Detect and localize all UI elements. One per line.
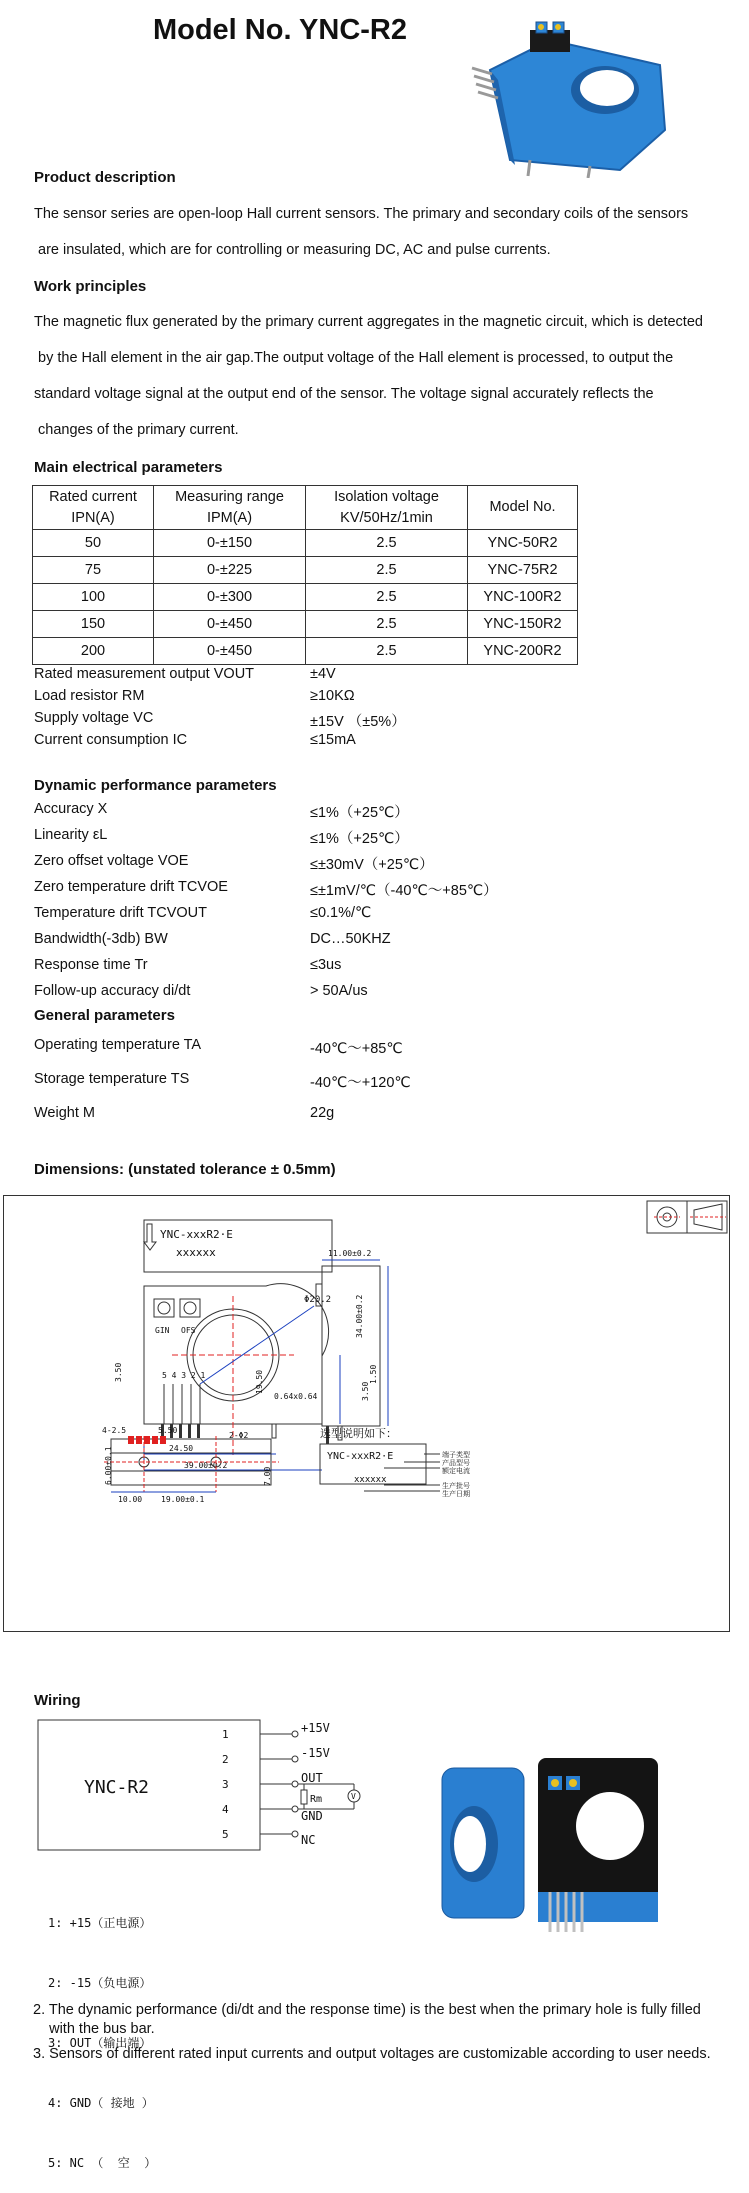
dimensions-heading: Dimensions: (unstated tolerance ± 0.5mm) (34, 1161, 336, 1178)
product-description-line: are insulated, which are for controlling or measuring DC, AC and pulse currents. (34, 242, 551, 258)
note-item: 2. The dynamic performance (di/dt and the response time) is the best when the primary hole is fully filled (33, 2002, 701, 2018)
param-row: Linearity εL ≤1%（+25℃） (34, 827, 409, 847)
svg-text:OUT: OUT (301, 1771, 323, 1785)
param-row: Supply voltage VC ±15V （±5%） (34, 710, 406, 730)
selection-legend (320, 1426, 470, 1498)
svg-text:19.50: 19.50 (255, 1369, 264, 1394)
table-row: 200 0-±450 2.5 YNC-200R2 (33, 638, 578, 665)
column-header: Isolation voltage KV/50Hz/1min (306, 486, 468, 530)
wiring-diagram (36, 1718, 366, 1858)
svg-text:24.50: 24.50 (169, 1444, 194, 1453)
work-principles-line: by the Hall element in the air gap.The output voltage of the Hall element is processed, to output the (34, 350, 674, 366)
pin-legend: 1: +15（正电源） 2: -15（负电源） 3: OUT（输出端） 4: GND（ 接地 ） 5: NC （ 空 ） (48, 1916, 157, 2170)
note-item: 3. Sensors of different rated input currents and output voltages are customizable according to user needs. (33, 2046, 711, 2062)
dynamic-heading: Dynamic performance parameters (34, 777, 277, 794)
svg-text:5.50: 5.50 (158, 1426, 178, 1435)
side-view (274, 1249, 388, 1444)
product-description-line: The sensor series are open-loop Hall current sensors. The primary and secondary coils of the sensors (34, 206, 689, 222)
svg-text:6.00±0.1: 6.00±0.1 (104, 1446, 113, 1485)
sensor-photo (438, 1752, 728, 1932)
svg-text:+15V: +15V (301, 1721, 330, 1735)
svg-text:7.00: 7.00 (263, 1466, 272, 1486)
param-row: Response time Tr ≤3us (34, 957, 342, 973)
label-sticker-code: YNC-xxxR2·E (160, 1228, 233, 1241)
work-principles-line: changes of the primary current. (34, 422, 239, 438)
svg-text:选型说明如下：: 选型说明如下： (320, 1427, 397, 1440)
wiring-heading: Wiring (34, 1692, 81, 1709)
rm-resistor (301, 1790, 307, 1804)
wiring-model: YNC-R2 (84, 1777, 150, 1798)
param-row: Operating temperature TA -40℃～+85℃ (34, 1037, 403, 1057)
param-row: Storage temperature TS -40℃～+120℃ (34, 1071, 411, 1091)
svg-text:V: V (351, 1792, 356, 1801)
param-row: Accuracy X ≤1%（+25℃） (34, 801, 409, 821)
svg-text:3: 3 (222, 1778, 229, 1791)
svg-text:YNC-xxxR2·E: YNC-xxxR2·E (327, 1451, 394, 1462)
column-header: Measuring range IPM(A) (154, 486, 306, 530)
table-row: 150 0-±450 2.5 YNC-150R2 (33, 611, 578, 638)
svg-text:产品型号: 产品型号 (442, 1459, 470, 1467)
param-row: Temperature drift TCVOUT ≤0.1%/℃ (34, 905, 372, 921)
param-row: Rated measurement output VOUT ±4V (34, 666, 336, 682)
note-item: with the bus bar. (33, 2021, 155, 2037)
svg-text:4: 4 (222, 1803, 229, 1816)
dimension-drawing (3, 1195, 730, 1632)
svg-text:NC: NC (301, 1833, 316, 1847)
work-principles-heading: Work principles (34, 278, 147, 295)
column-header: Rated current IPN(A) (33, 486, 154, 530)
sensor-photo-blue (442, 1768, 524, 1918)
svg-text:3.50: 3.50 (114, 1362, 123, 1382)
main-params-heading: Main electrical parameters (34, 459, 223, 476)
svg-text:生产批号: 生产批号 (442, 1482, 470, 1490)
label-sticker-serial: xxxxxx (176, 1246, 216, 1259)
table-row: 100 0-±300 2.5 YNC-100R2 (33, 584, 578, 611)
svg-text:39.00±0.2: 39.00±0.2 (184, 1461, 228, 1470)
sensor-body (472, 22, 665, 178)
svg-text:Rm: Rm (310, 1794, 323, 1805)
param-row: Current consumption IC ≤15mA (34, 732, 356, 748)
param-row: Zero offset voltage VOE ≤±30mV（+25℃） (34, 853, 434, 873)
param-row: Follow-up accuracy di/dt > 50A/us (34, 983, 368, 999)
work-principles-line: The magnetic flux generated by the primary current aggregates in the magnetic circuit, which is detected (34, 314, 703, 330)
page-title: Model No. YNC-R2 (152, 14, 408, 46)
svg-text:额定电流: 额定电流 (442, 1467, 470, 1475)
svg-text:1: 1 (222, 1728, 229, 1741)
svg-text:GIN: GIN (155, 1326, 170, 1335)
param-row: Weight M 22g (34, 1105, 335, 1121)
svg-text:-15V: -15V (301, 1746, 330, 1760)
svg-text:2-Φ2: 2-Φ2 (229, 1431, 249, 1440)
svg-text:OFS: OFS (181, 1326, 196, 1335)
svg-text:Φ20.2: Φ20.2 (304, 1295, 332, 1305)
general-heading: General parameters (34, 1007, 175, 1024)
svg-text:19.00±0.1: 19.00±0.1 (161, 1495, 205, 1504)
svg-text:34.00±0.2: 34.00±0.2 (355, 1294, 364, 1338)
projection-symbol (647, 1201, 727, 1233)
param-row: Bandwidth(-3db) BW DC…50KHZ (34, 931, 391, 947)
svg-text:5 4 3 2 1: 5 4 3 2 1 (162, 1371, 206, 1380)
product-description-heading: Product description (34, 169, 176, 186)
svg-text:10.00: 10.00 (118, 1495, 143, 1504)
column-header: Model No. (468, 486, 578, 530)
svg-text:5: 5 (222, 1828, 229, 1841)
table-row: 75 0-±225 2.5 YNC-75R2 (33, 557, 578, 584)
table-header-row (33, 486, 578, 530)
svg-text:xxxxxx: xxxxxx (354, 1475, 387, 1485)
svg-text:生产日期: 生产日期 (442, 1490, 470, 1498)
svg-text:2: 2 (222, 1753, 229, 1766)
param-row: Load resistor RM ≥10KΩ (34, 688, 355, 704)
svg-text:11.00±0.2: 11.00±0.2 (328, 1249, 372, 1258)
svg-text:1.50: 1.50 (369, 1364, 378, 1384)
svg-text:端子类型: 端子类型 (442, 1451, 470, 1459)
main-params-table (32, 485, 578, 665)
sensor-product-image (470, 10, 680, 178)
svg-text:3.50: 3.50 (361, 1381, 370, 1401)
svg-text:4-2.5: 4-2.5 (102, 1426, 127, 1435)
work-principles-line: standard voltage signal at the output end of the sensor. The voltage signal accurately reflects the (34, 386, 654, 402)
table-row: 50 0-±150 2.5 YNC-50R2 (33, 530, 578, 557)
sensor-photo-black (538, 1758, 658, 1932)
label-sticker (144, 1220, 332, 1272)
svg-text:GND: GND (301, 1809, 323, 1823)
svg-text:0.64x0.64: 0.64x0.64 (274, 1392, 318, 1401)
param-row: Zero temperature drift TCVOE ≤±1mV/℃（-40℃～+85℃） (34, 879, 498, 899)
